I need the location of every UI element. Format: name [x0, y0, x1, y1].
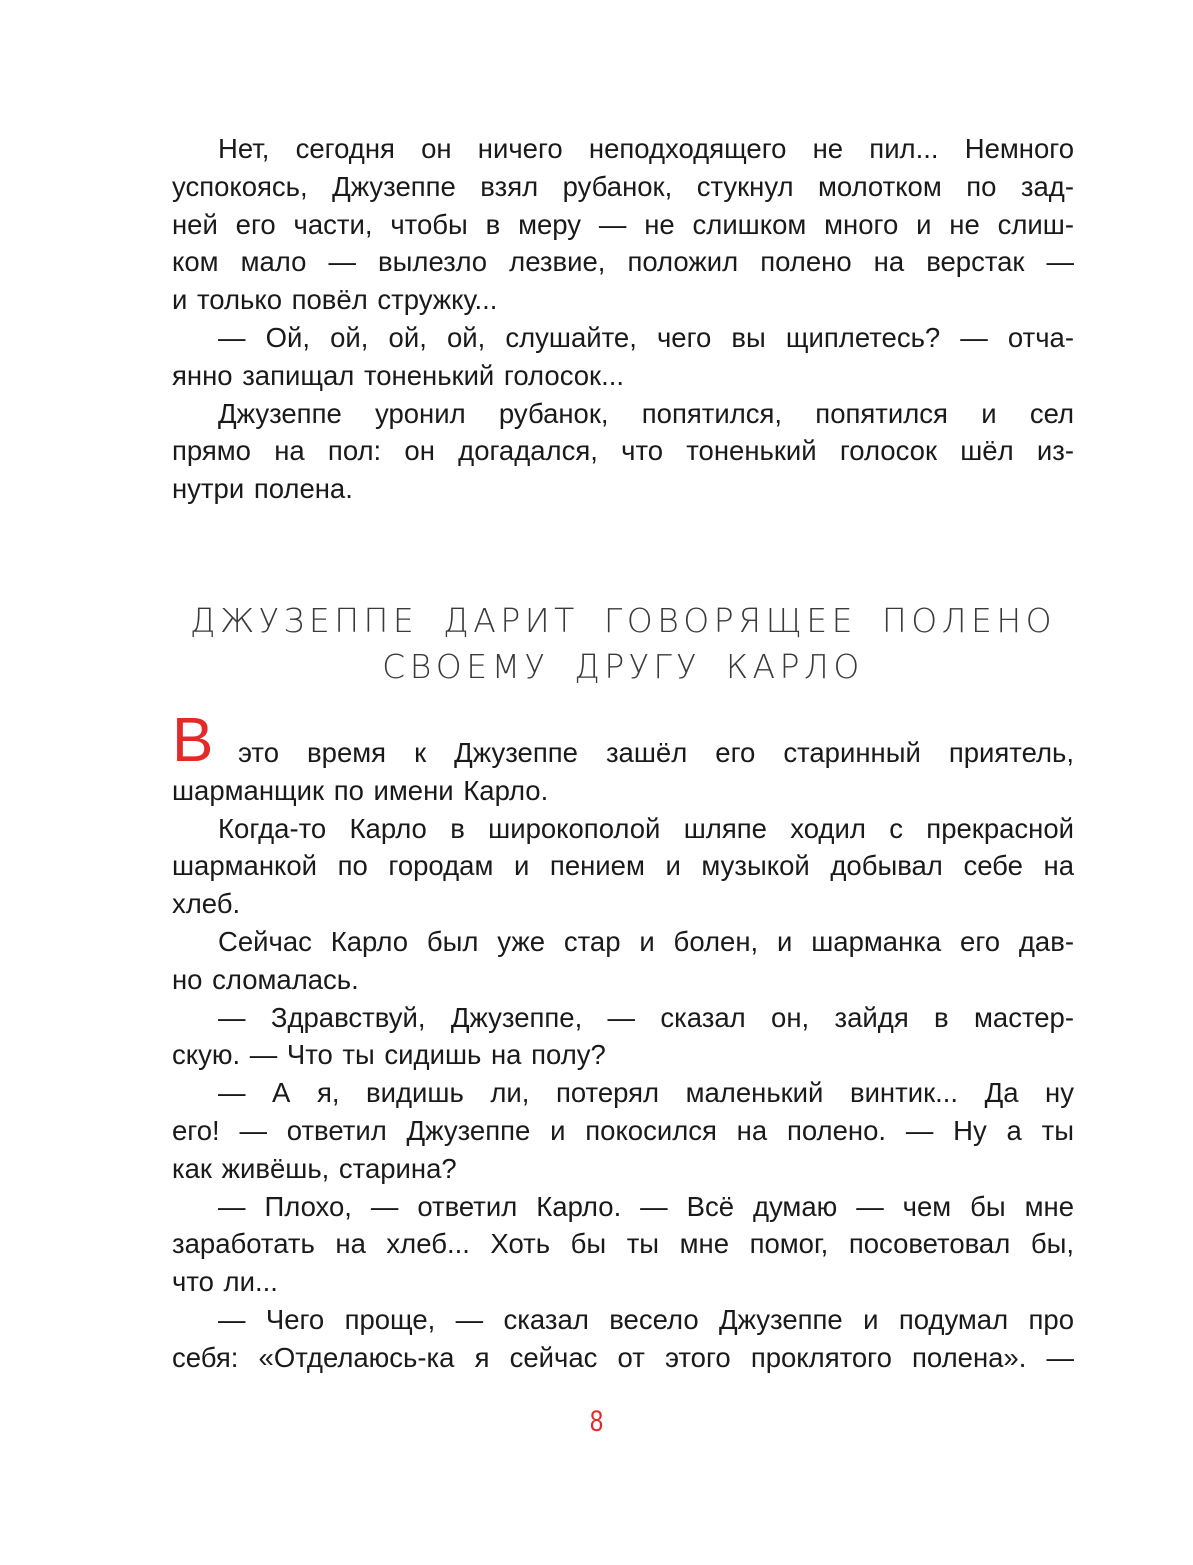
text-line: ком мало — вылезло лезвие, положил полено на верстак — — [172, 246, 1074, 278]
text-line: заработать на хлеб... Хоть бы ты мне помог, посоветовал бы, — [172, 1228, 1074, 1260]
first-line-text: это время к Джузеппе зашёл его старинный приятель, — [238, 737, 1074, 768]
text-line: что ли... — [172, 1266, 278, 1298]
text-line: — Чего проще, — сказал весело Джузеппе и подумал про — [218, 1303, 1074, 1335]
text-line: успокоясь, Джузеппе взял рубанок, стукнул молотком по зад- — [172, 170, 1074, 202]
text-line: — Ой, ой, ой, ой, слушайте, чего вы щиплетесь? — отча- — [218, 321, 1074, 353]
text-line: Джузеппе уронил рубанок, попятился, попятился и сел — [218, 397, 1074, 429]
text-line: и только повёл стружку... — [172, 284, 498, 316]
text-line: нутри полена. — [172, 473, 353, 505]
chapter-title-line-1: ДЖУЗЕППЕ ДАРИТ ГОВОРЯЩЕЕ ПОЛЕНО — [189, 601, 1057, 640]
text-line: себя: «Отделаюсь-ка я сейчас от этого проклятого полена». — — [172, 1341, 1074, 1373]
page-number: 8 — [589, 1405, 604, 1438]
text-line: Когда-то Карло в широкополой шляпе ходил с прекрасной — [218, 812, 1074, 844]
chapter-title-line-2: СВОЕМУ ДРУГУ КАРЛО — [382, 647, 864, 686]
dropcap-paragraph-first-line — [172, 706, 1074, 775]
chapter-heading — [172, 598, 1074, 690]
text-line: скую. — Что ты сидишь на полу? — [172, 1039, 606, 1071]
text-line: Нет, сегодня он ничего неподходящего не пил... Немного — [218, 133, 1074, 164]
drop-cap: В — [172, 706, 214, 775]
chapter-body — [172, 706, 1074, 1377]
text-line: но сломалась. — [172, 963, 359, 995]
text-line: прямо на пол: он догадался, что тоненький голосок шёл из- — [172, 435, 1074, 467]
text-line: ней его части, чтобы в меру — не слишком много и не слиш- — [172, 208, 1074, 240]
text-line: — А я, видишь ли, потерял маленький винтик... Да ну — [218, 1077, 1074, 1109]
text-line: как живёшь, старина? — [172, 1152, 457, 1184]
text-line: Сейчас Карло был уже стар и болен, и шарманка его дав- — [218, 925, 1074, 957]
text-line: хлеб. — [172, 888, 241, 920]
text-line: шарманкой по городам и пением и музыкой добывал себе на — [172, 850, 1074, 882]
text-line: шарманщик по имени Карло. — [172, 774, 549, 806]
section1-text — [172, 130, 1074, 508]
text-line: янно запищал тоненький голосок... — [172, 359, 625, 391]
text-line: — Плохо, — ответил Карло. — Всё думаю — чем бы мне — [218, 1190, 1074, 1222]
text-line: — Здравствуй, Джузеппе, — сказал он, зайдя в мастер- — [218, 1001, 1074, 1033]
text-line: его! — ответил Джузеппе и покосился на полено. — Ну а ты — [172, 1114, 1074, 1146]
